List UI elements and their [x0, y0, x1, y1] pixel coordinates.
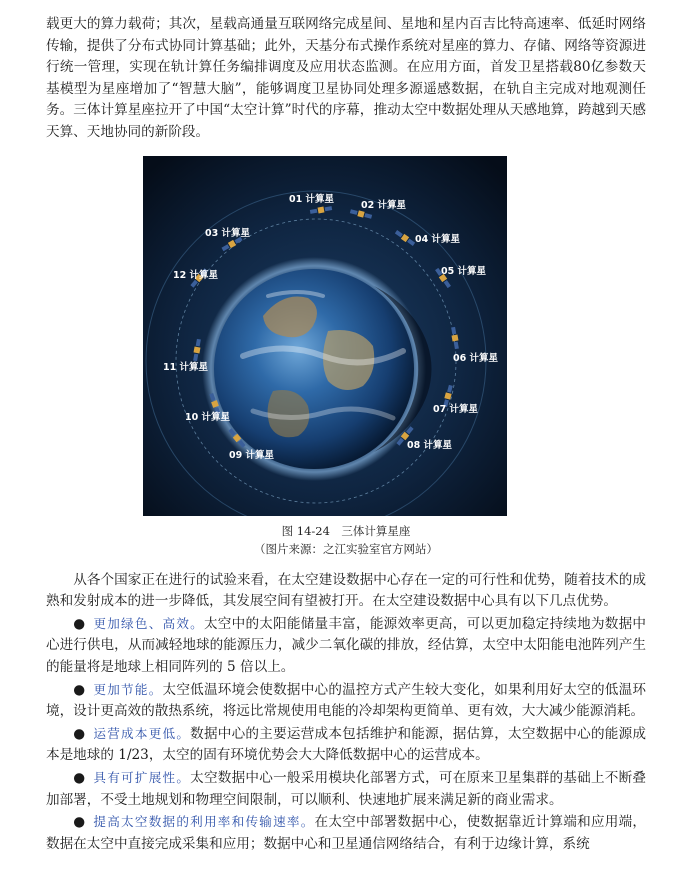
figure-caption: 图 14-24 三体计算星座	[281, 523, 411, 538]
satellite-label-9: 09 计算星	[229, 449, 275, 461]
advantage-lead: 运营成本更低。	[93, 725, 191, 741]
advantage-text: 太空数据中心一般采用模块化部署方式，可在原来卫星集群的基础上不断叠加部署，不受土地规划和物理空间限制，可以顺利、快速地扩展来满足新的商业需求。	[46, 769, 646, 808]
satellite-label-10: 10 计算星	[185, 411, 231, 423]
advantage-lead: 更加绿色、高效。	[93, 615, 204, 631]
bullet-dot-icon: ●	[73, 615, 86, 632]
intro-paragraph: 载更大的算力载荷；其次，星载高通量互联网络完成星间、星地和星内百吉比特高速率、低延时网络传输，提供了分布式协同计算基础；此外，天基分布式操作系统对星座的算力、存储、网络等资源进行统一管理，实现在轨计算任务编排调度及应用状态监测。在应用方面，首发卫星搭载80亿参数天基模型为星座增加了“智慧大脑”，能够调度卫星协同处理多源遥感数据，在轨自主完成对地观测任务。三体计算星座拉开了中国“太空计算”时代的序幕，推动太空中数据处理从天感地算，跨越到天感天算、天地协同的新阶段。	[46, 16, 646, 140]
satellite-label-11: 11 计算星	[163, 361, 209, 373]
advantage-item-3	[46, 723, 646, 767]
advantage-text: 太空中的太阳能储量丰富，能源效率更高，可以更加稳定持续地为数据中心进行供电，从而减轻地球的能源压力，减少二氧化碳的排放，经估算，太空中太阳能电池阵列产生的能量将是地球上相同阵列的 5 倍以上。	[46, 615, 647, 675]
earth	[214, 269, 414, 469]
advantage-text: 太空低温环境会使数据中心的温控方式产生较大变化，如果利用好太空的低温环境，设计更高效的散热系统，将远比常规使用电能的冷却架构更简单、更有效，大大减少能源消耗。	[46, 681, 646, 720]
satellite-label-6: 06 计算星	[453, 352, 499, 364]
bullet-dot-icon: ●	[73, 769, 86, 786]
body-paragraph: 从各个国家正在进行的试验来看，在太空建设数据中心存在一定的可行性和优势，随着技术的成熟和发射成本的进一步降低，其发展空间有望被打开。在太空建设数据中心具有以下几点优势。	[46, 571, 646, 610]
advantage-item-5	[46, 811, 646, 855]
satellite-label-2: 02 计算星	[361, 199, 407, 211]
bullet-dot-icon: ●	[73, 814, 86, 831]
satellite-label-7: 07 计算星	[433, 403, 479, 415]
advantage-lead: 提高太空数据的利用率和传输速率。	[93, 814, 315, 830]
satellite-label-12: 12 计算星	[173, 269, 219, 281]
advantage-text: 在太空中部署数据中心，使数据靠近计算端和应用端，数据在太空中直接完成采集和应用；数据中心和卫星通信网络结合，有利于边缘计算，系统	[46, 814, 647, 852]
bullet-dot-icon: ●	[73, 681, 86, 698]
advantages-list	[46, 613, 646, 856]
page-content	[46, 14, 646, 855]
advantage-lead: 更加节能。	[93, 681, 163, 697]
figure-source: （图片来源：之江实验室官方网站）	[254, 541, 438, 556]
satellite-label-4: 04 计算星	[415, 233, 461, 245]
advantage-text: 数据中心的主要运营成本包括维护和能源，据估算，太空数据中心的能源成本是地球的 1/23，太空的固有环境优势会大大降低数据中心的运营成本。	[46, 725, 646, 764]
bullet-dot-icon: ●	[73, 725, 86, 742]
satellite-label-3: 03 计算星	[205, 227, 251, 239]
constellation-figure	[143, 156, 507, 516]
advantage-item-2	[46, 679, 646, 723]
advantage-lead: 具有可扩展性。	[93, 769, 191, 785]
advantage-item-1	[46, 613, 646, 679]
advantage-item-4	[46, 767, 646, 811]
satellite-label-8: 08 计算星	[407, 439, 453, 451]
satellite-label-1: 01 计算星	[289, 193, 335, 205]
satellite-label-5: 05 计算星	[441, 265, 487, 277]
constellation-image	[143, 156, 507, 516]
